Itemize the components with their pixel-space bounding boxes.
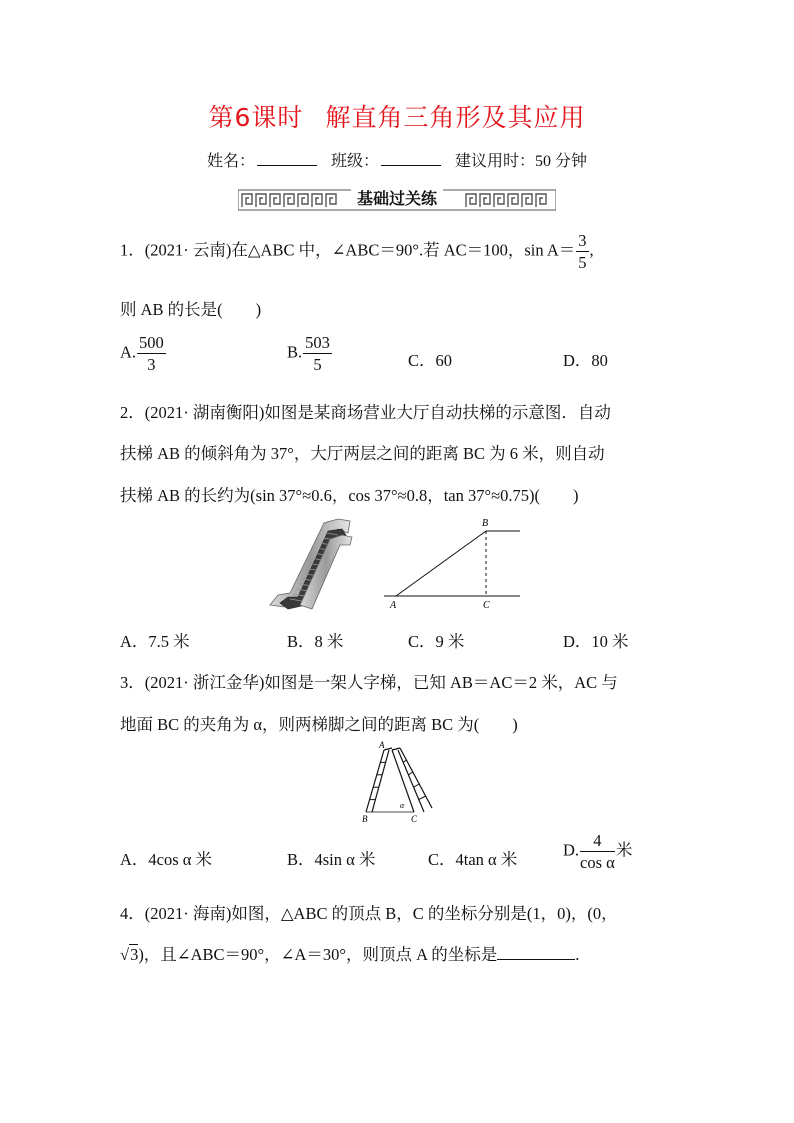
q4-answer-blank[interactable] <box>497 945 575 960</box>
name-blank[interactable] <box>257 151 317 166</box>
question-4-line1: 4．(2021· 海南)如图，△ABC 的顶点 B，C 的坐标分别是(1，0)，(0， <box>120 904 618 923</box>
title-topic: 解直角三角形及其应用 <box>325 103 586 132</box>
ladder-rung-right <box>408 772 412 775</box>
title-lesson: 第6课时 <box>208 103 304 132</box>
ladder-label-c: C <box>411 814 418 824</box>
sqrt-symbol: √ <box>120 945 130 964</box>
q2-option-b[interactable]: B．8 米 <box>287 632 344 651</box>
ladder-rung-right <box>419 796 426 800</box>
escalator-diagram <box>382 514 526 612</box>
question-3-line1: 3．(2021· 浙江金华)如图是一架人字梯，已知 AB＝AC＝2 米，AC 与 <box>120 673 618 692</box>
ladder-label-a: A <box>379 740 385 750</box>
q3-option-a[interactable]: A．4cos α 米 <box>120 850 213 869</box>
section-heading: 基础过关练 <box>0 186 794 209</box>
ladder-rung-right <box>414 784 420 787</box>
q2-option-d[interactable]: D．10 米 <box>563 632 629 651</box>
label-b: B <box>482 518 489 529</box>
ladder-rung-right <box>403 760 406 762</box>
question-2-line1: 2．(2021· 湖南衡阳)如图是某商场营业大厅自动扶梯的示意图．自动 <box>120 403 611 422</box>
q3-option-d[interactable]: D. $\frac{4}{\text{cos α}}$ 米 <box>563 831 633 873</box>
name-label: 姓名： <box>206 153 255 170</box>
q2-option-c[interactable]: C．9 米 <box>408 632 465 651</box>
label-a: A <box>390 600 397 611</box>
question-1-stem: 1．(2021· 云南)在△ABC 中，∠ABC＝90°.若 AC＝100，sin A＝ $\frac{3}{5}$ , <box>120 231 594 273</box>
page-title <box>0 98 794 134</box>
question-2-line2: 扶梯 AB 的倾斜角为 37°，大厅两层之间的距离 BC 为 6 米，则自动 <box>120 444 605 463</box>
question-4-line2: √3)，且∠ABC＝90°，∠A＝30°，则顶点 A 的坐标是 . <box>120 945 580 964</box>
q2-option-a[interactable]: A．7.5 米 <box>120 632 190 651</box>
question-1-line2: 则 AB 的长是( ) <box>120 300 262 319</box>
time-label: 建议用时：50 分钟 <box>455 153 588 170</box>
sin-fraction: $\frac{3}{5}$ <box>578 231 587 273</box>
question-2-line3: 扶梯 AB 的长约为(sin 37°≈0.6，cos 37°≈0.8，tan 37°≈0.75)( ) <box>120 486 579 505</box>
ladder-label-b: B <box>362 814 368 824</box>
class-blank[interactable] <box>381 151 441 166</box>
q3-option-b[interactable]: B．4sin α 米 <box>287 850 376 869</box>
q1-option-d[interactable]: D．80 <box>563 351 608 370</box>
ladder-diagram <box>356 740 438 826</box>
q1-option-a[interactable]: A. $\frac{500}{3}$ <box>120 333 164 375</box>
ladder-label-alpha: α <box>400 801 405 810</box>
escalator-photo <box>268 515 354 611</box>
q1-option-b[interactable]: B. $\frac{503}{5}$ <box>287 333 330 375</box>
q1-option-c[interactable]: C．60 <box>408 351 453 370</box>
class-label: 班级： <box>330 153 379 170</box>
q3-option-c[interactable]: C．4tan α 米 <box>428 850 518 869</box>
label-c: C <box>483 600 490 611</box>
question-3-line2: 地面 BC 的夹角为 α，则两梯脚之间的距离 BC 为( ) <box>120 715 518 734</box>
student-info-line <box>0 148 794 171</box>
